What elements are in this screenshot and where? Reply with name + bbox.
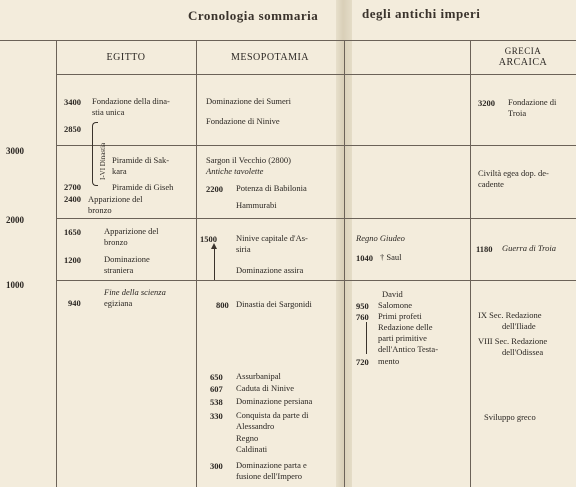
meso-r3-text-2: siria: [236, 244, 251, 254]
egitto-r2-text-1: Piramide di Sak-: [112, 155, 170, 165]
header-rule: [56, 74, 576, 75]
egitto-r3-text-3: Dominazione: [104, 254, 150, 264]
meso-later-year-1: 650: [210, 372, 223, 382]
dynasty-brace-label: I-VI Dinastia: [99, 142, 107, 180]
col-line-egitto: [56, 40, 57, 487]
meso-later-text-2: Caduta di Ninive: [236, 383, 295, 393]
israele-david: David: [382, 289, 403, 299]
row-rule-2: [56, 218, 576, 219]
col-header-mesopotamia: MESOPOTAMIA: [230, 52, 310, 63]
grecia-r4-text-4: dell'Odissea: [502, 347, 544, 357]
grecia-r1-text-1: Fondazione di: [508, 97, 557, 107]
israele-year-2: 760: [356, 312, 369, 322]
israele-text-2: Primi profeti: [378, 311, 422, 321]
egitto-r4-text-1: Fine della scienza: [104, 287, 166, 297]
meso-later-year-8: 300: [210, 461, 223, 471]
egitto-r3-text-1: Apparizione del: [104, 226, 159, 236]
egitto-r2-text-4: Apparizione del: [88, 194, 143, 204]
grecia-r2-text-1: Civiltà egea dop. de-: [478, 168, 549, 178]
israele-regno: Regno Giudeo: [356, 233, 405, 243]
meso-later-text-1: Assurbanipal: [236, 371, 281, 381]
col-line-israele: [344, 40, 345, 487]
grecia-year-3200: 3200: [478, 98, 495, 108]
meso-later-year-3: 538: [210, 397, 223, 407]
col-header-grecia-1: GRECIA: [504, 46, 542, 56]
israele-text-4: parti primitive: [378, 333, 427, 343]
meso-later-text-9: fusione dell'Impero: [236, 471, 302, 481]
egitto-year-1200: 1200: [64, 255, 81, 265]
israele-text-5: dell'Antico Testa-: [378, 344, 439, 354]
egitto-year-1650: 1650: [64, 227, 81, 237]
meso-r3-text-1: Ninive capitale d'As-: [236, 233, 308, 243]
meso-later-text-7: Caldinati: [236, 444, 268, 454]
grecia-r3-text: Guerra di Troia: [502, 243, 557, 253]
egitto-r3-text-2: bronzo: [104, 237, 128, 247]
israele-year-1: 950: [356, 301, 369, 311]
grecia-r4-text-1: IX Sec. Redazione: [478, 310, 542, 320]
grecia-r5-text: Sviluppo greco: [484, 412, 536, 422]
meso-r1-text-2: Fondazione di Ninive: [206, 116, 280, 126]
col-line-grecia: [470, 40, 471, 487]
egitto-year-3400: 3400: [64, 97, 81, 107]
meso-later-text-3: Dominazione persiana: [236, 396, 313, 406]
israele-text-6: mento: [378, 356, 400, 366]
col-line-mesopotamia: [196, 40, 197, 487]
meso-r1-text-1: Dominazione dei Sumeri: [206, 96, 291, 106]
grecia-r1-text-2: Troia: [508, 108, 527, 118]
side-year-2000: 2000: [6, 215, 24, 225]
egitto-r4-text-2: egiziana: [104, 298, 133, 308]
table-top-rule: [0, 40, 576, 41]
meso-later-text-8: Dominazione parta e: [236, 460, 307, 470]
grecia-year-1180: 1180: [476, 244, 493, 254]
meso-later-text-4: Conquista da parte di: [236, 410, 309, 420]
egitto-r2-text-3: Piramide di Giseh: [112, 182, 174, 192]
meso-r2-text-2: Antiche tavolette: [206, 166, 264, 176]
israele-year-1040: 1040: [356, 253, 373, 263]
col-header-grecia-2: ARCAICA: [498, 57, 548, 68]
egitto-r2-text-5: bronzo: [88, 205, 112, 215]
side-year-3000: 3000: [6, 146, 24, 156]
israele-year-6: 720: [356, 357, 369, 367]
meso-r2-text-3: Potenza di Babilonia: [236, 183, 307, 193]
side-year-1000: 1000: [6, 280, 24, 290]
meso-later-text-6: Regno: [236, 433, 259, 443]
row-rule-1: [56, 145, 576, 146]
meso-year-800: 800: [216, 300, 229, 310]
title-left: Cronologia sommaria: [188, 8, 319, 23]
col-header-egitto: EGITTO: [106, 52, 146, 63]
meso-r3-text-3: Dominazione assira: [236, 265, 304, 275]
meso-arrow-head: [211, 243, 217, 249]
egitto-r2-text-2: kara: [112, 166, 127, 176]
israele-saul: † Saul: [380, 252, 402, 262]
dynasty-brace: [92, 122, 98, 186]
meso-year-2200: 2200: [206, 184, 223, 194]
meso-later-text-5: Alessandro: [236, 421, 275, 431]
grecia-r4-text-2: dell'Iliade: [502, 321, 536, 331]
grecia-r4-text-3: VIII Sec. Redazione: [478, 336, 548, 346]
egitto-year-2700: 2700: [64, 182, 81, 192]
meso-r4-text-1: Dinastia dei Sargonidi: [236, 299, 312, 309]
meso-later-year-4: 330: [210, 411, 223, 421]
egitto-r1-text-2: stia unica: [92, 107, 125, 117]
israele-text-1: Salomone: [378, 300, 412, 310]
egitto-r3-text-4: straniera: [104, 265, 134, 275]
egitto-year-2400: 2400: [64, 194, 81, 204]
egitto-year-940: 940: [68, 298, 81, 308]
title-right: degli antichi imperi: [362, 6, 481, 21]
meso-arrow-line: [214, 248, 215, 280]
meso-r2-text-4: Hammurabi: [236, 200, 277, 210]
meso-year-1500: 1500: [200, 234, 217, 244]
egitto-year-2850: 2850: [64, 124, 81, 134]
egitto-r1-text-1: Fondazione della dina-: [92, 96, 170, 106]
meso-later-year-2: 607: [210, 384, 223, 394]
israele-text-3: Redazione delle: [378, 322, 433, 332]
grecia-r2-text-2: cadente: [478, 179, 504, 189]
row-rule-3: [56, 280, 576, 281]
meso-r2-text-1: Sargon il Vecchio (2800): [206, 155, 291, 165]
israele-bracket-line: [366, 322, 367, 354]
